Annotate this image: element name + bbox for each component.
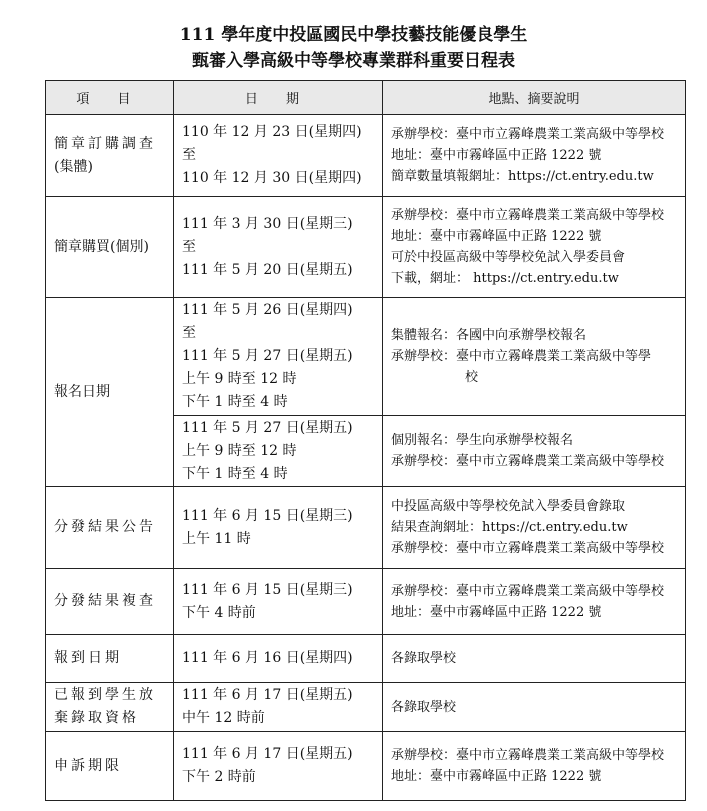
date-text: 110 年 12 月 23 日(星期四) [182, 124, 362, 140]
note-cell [383, 197, 686, 298]
date-text: 111 年 6 月 15 日(星期三) [182, 581, 353, 598]
note-text: 可於中投區高級中等學校免試入學委員會 [391, 250, 626, 265]
schedule-table [45, 80, 686, 801]
date-cell [174, 298, 383, 416]
date-cell [174, 115, 383, 197]
header-note: 地點、摘要說明 [383, 81, 686, 115]
header-row [46, 81, 686, 115]
table-row [46, 569, 686, 635]
note-text: 各錄取學校 [391, 699, 457, 715]
item-cell [46, 487, 174, 569]
item-cell [46, 683, 174, 732]
note-text: 個別報名：學生向承辦學校報名 [391, 433, 574, 448]
note-text: 承辦學校：臺中市立霧峰農業工業高級中等學校 [391, 454, 665, 469]
date-text: 111 年 3 月 30 日(星期三) [182, 215, 353, 232]
date-text: 上午 9 時至 12 時 [182, 442, 297, 459]
note-text: 中投區高級中等學校免試入學委員會錄取 [391, 499, 626, 514]
date-text: 111 年 6 月 17 日(星期五) [182, 746, 353, 762]
table-row [46, 683, 686, 732]
header-item: 項 目 [46, 81, 174, 115]
note-cell [383, 487, 686, 569]
date-text: 上午 11 時 [182, 530, 251, 547]
note-text: 承辦學校：臺中市立霧峰農業工業高級中等學 [391, 349, 652, 364]
note-text: 承辦學校：臺中市立霧峰農業工業高級中等學校 [391, 541, 665, 556]
note-text: 承辦學校：臺中市立霧峰農業工業高級中等學校 [391, 583, 665, 599]
note-text: 集體報名：各國中向承辦學校報名 [391, 328, 587, 343]
item-text: 申訴期限 [54, 757, 122, 774]
note-cell [383, 298, 686, 416]
table-row [46, 635, 686, 683]
date-text: 至 [182, 325, 196, 341]
page-subtitle: 甄審入學高級中等學校專業群科重要日程表 [192, 51, 515, 71]
date-text: 111 年 5 月 27 日(星期五) [182, 419, 353, 436]
date-text: 至 [182, 147, 196, 163]
table-row [46, 197, 686, 298]
date-text: 111 年 5 月 27 日(星期五) [182, 348, 353, 364]
note-cell [383, 635, 686, 683]
date-cell [174, 416, 383, 487]
note-text: 承辦學校：臺中市立霧峰農業工業高級中等學校 [391, 208, 665, 223]
item-text: 分發結果複查 [54, 593, 156, 609]
date-text: 110 年 12 月 30 日(星期四) [182, 170, 362, 186]
note-cell [383, 416, 686, 487]
table-row [46, 732, 686, 801]
item-cell [46, 569, 174, 635]
item-cell [46, 115, 174, 197]
item-text: 簡章購買(個別) [54, 238, 149, 255]
item-text: 簡章訂購調查 [54, 135, 156, 152]
date-text: 下午 1 時至 4 時 [182, 394, 288, 410]
item-cell [46, 635, 174, 683]
item-cell [46, 298, 174, 487]
item-text: 分發結果公告 [54, 519, 156, 535]
note-text: 結果查詢網址：https://ct.entry.edu.tw [391, 520, 628, 535]
note-text: 承辦學校：臺中市立霧峰農業工業高級中等學校 [391, 748, 665, 763]
note-text: 地址：臺中市霧峰區中正路 1222 號 [391, 229, 602, 244]
note-cell [383, 683, 686, 732]
item-text: 報到日期 [54, 650, 122, 666]
item-text: 已報到學生放 [54, 687, 156, 703]
date-text: 111 年 6 月 15 日(星期三) [182, 507, 353, 524]
date-text: 下午 2 時前 [182, 769, 256, 785]
item-text: 報名日期 [54, 383, 110, 400]
note-cell [383, 732, 686, 801]
date-text: 111 年 5 月 26 日(星期四) [182, 302, 353, 318]
date-cell [174, 569, 383, 635]
date-cell [174, 683, 383, 732]
page-title: 111 學年度中投區國民中學技藝技能優良學生 [179, 25, 528, 45]
table-row [46, 115, 686, 197]
table-row [46, 298, 686, 416]
note-text: 簡章數量填報網址：https://ct.entry.edu.tw [391, 169, 654, 184]
note-text: 地址：臺中市霧峰區中正路 1222 號 [391, 604, 602, 620]
date-cell [174, 487, 383, 569]
date-text: 111 年 5 月 20 日(星期五) [182, 261, 353, 278]
note-text: 各錄取學校 [391, 651, 457, 666]
date-cell [174, 732, 383, 801]
note-cell [383, 569, 686, 635]
date-text: 至 [182, 238, 196, 255]
date-cell [174, 635, 383, 683]
note-text: 校 [465, 370, 479, 385]
date-cell [174, 197, 383, 298]
date-text: 下午 4 時前 [182, 604, 256, 621]
item-text: 棄錄取資格 [54, 710, 139, 726]
item-cell [46, 732, 174, 801]
note-text: 承辦學校：臺中市立霧峰農業工業高級中等學校 [391, 127, 665, 142]
table-row [46, 487, 686, 569]
note-cell [383, 115, 686, 197]
item-text: (集體) [54, 158, 93, 175]
date-text: 111 年 6 月 17 日(星期五) [182, 687, 353, 703]
item-cell [46, 197, 174, 298]
date-text: 中午 12 時前 [182, 710, 265, 726]
note-text: 下載，網址： https://ct.entry.edu.tw [391, 271, 619, 286]
date-text: 下午 1 時至 4 時 [182, 465, 288, 482]
note-text: 地址：臺中市霧峰區中正路 1222 號 [391, 148, 602, 163]
date-text: 111 年 6 月 16 日(星期四) [182, 650, 353, 666]
header-date: 日 期 [174, 81, 383, 115]
date-text: 上午 9 時至 12 時 [182, 371, 297, 387]
note-text: 地址：臺中市霧峰區中正路 1222 號 [391, 769, 602, 784]
